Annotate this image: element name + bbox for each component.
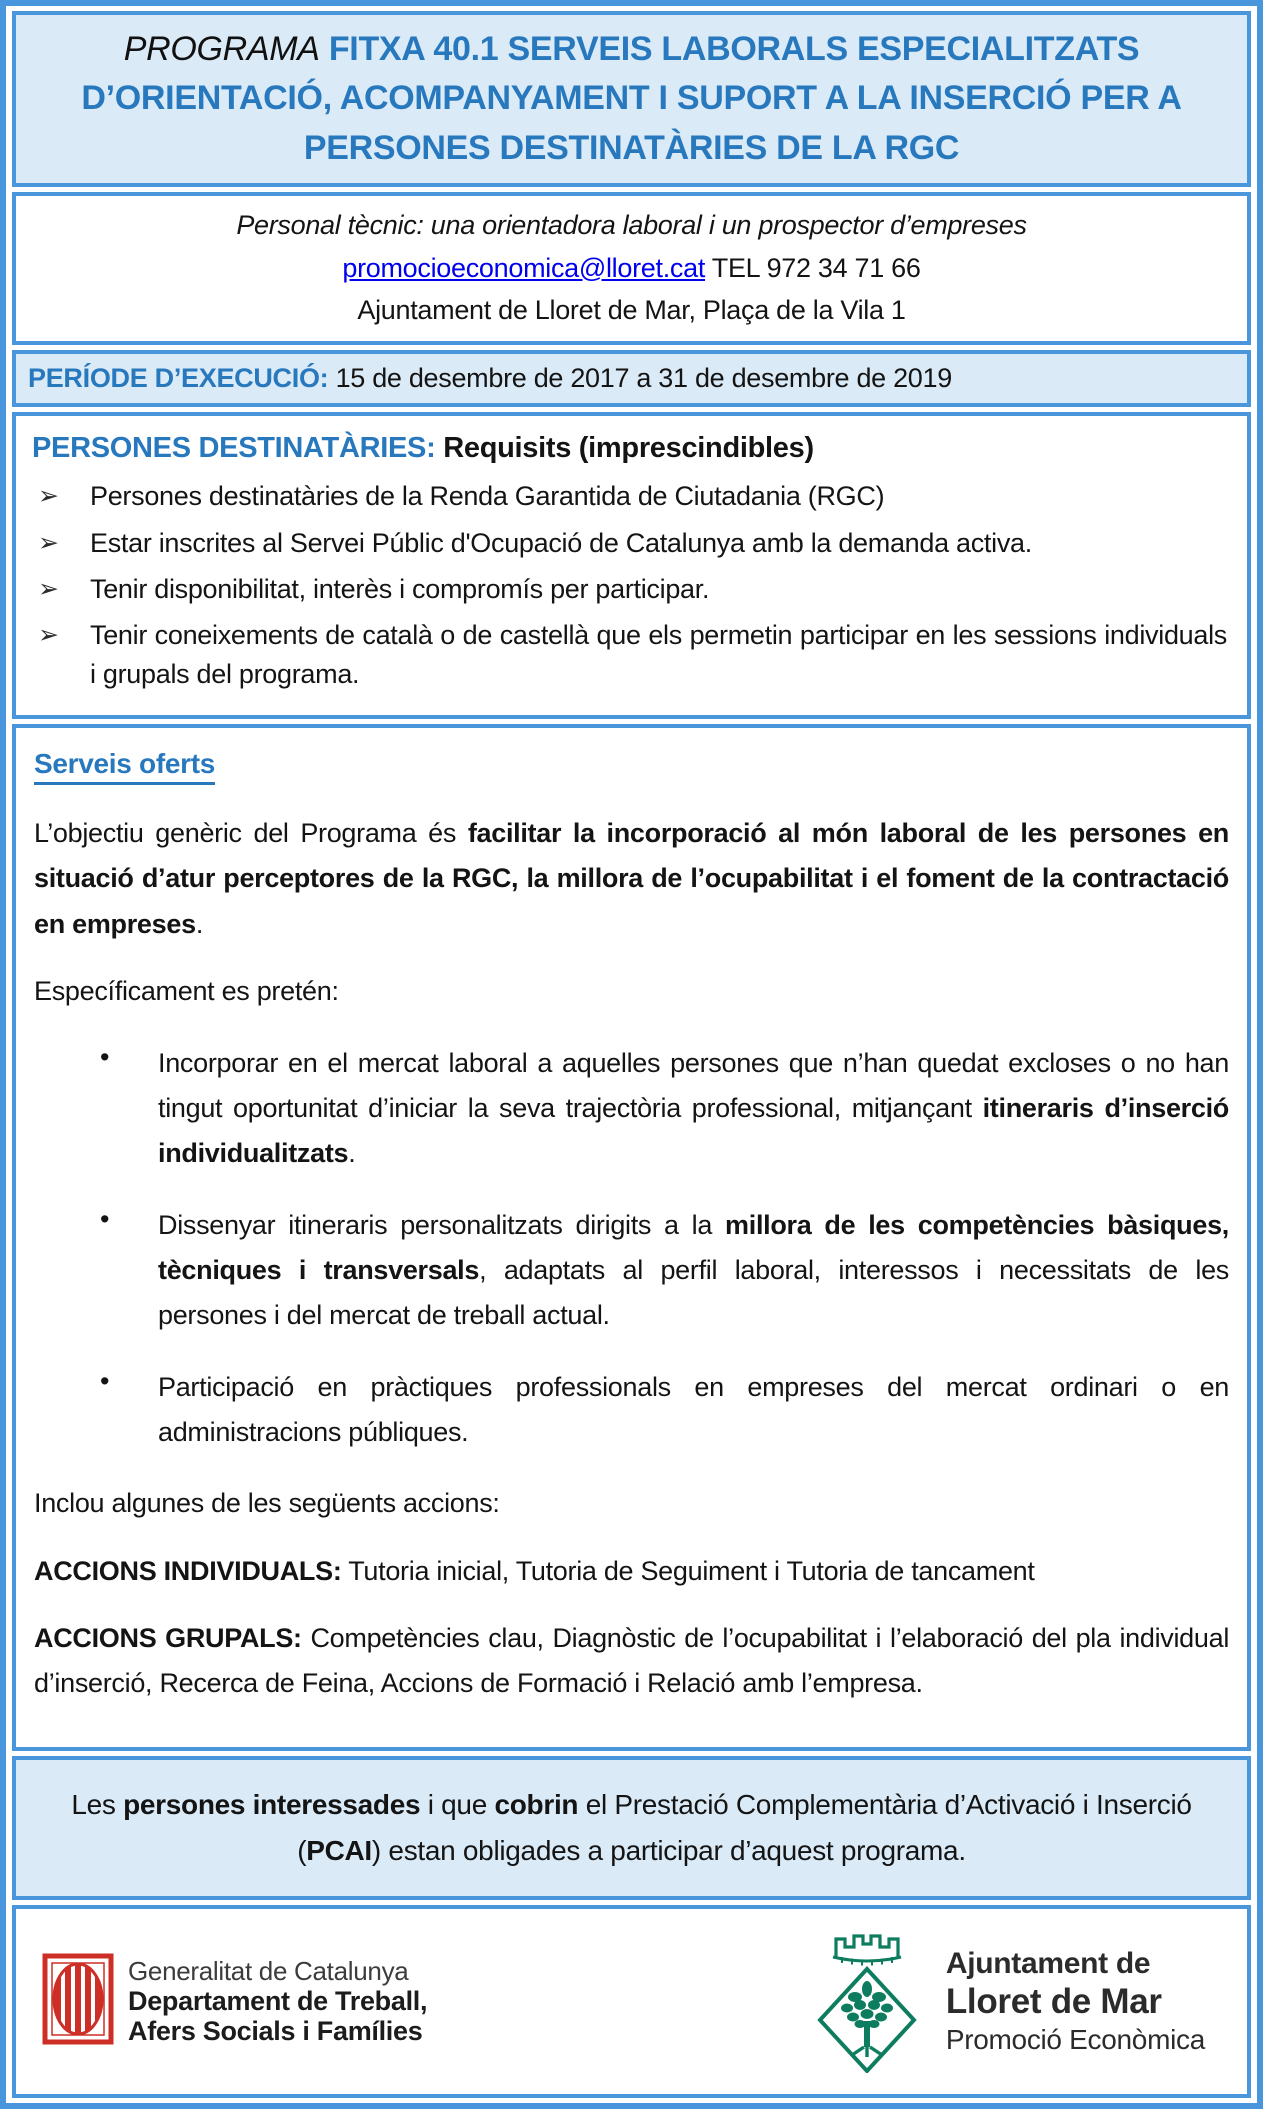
generalitat-line3: Afers Socials i Famílies — [128, 2016, 423, 2047]
generalitat-line2: Departament de Treball, — [128, 1986, 428, 2016]
lloret-line3: Promoció Econòmica — [945, 2023, 1205, 2055]
lloret-crest-icon — [812, 1925, 930, 2078]
individual-actions-text: Tutoria inicial, Tutoria de Seguiment i Tutoria de tancament — [341, 1555, 1035, 1586]
page-title — [42, 25, 1221, 173]
list-item — [100, 1365, 1229, 1456]
list-item-text: Tenir coneixements de català o de castellà que els permetin participar en les sessions individuals i grupals del programa. — [90, 620, 1227, 689]
contact-line — [30, 250, 1233, 288]
include-line: Inclou algunes de les següents accions: — [34, 1488, 500, 1519]
services-heading: Serveis oferts — [34, 748, 215, 785]
recipients-heading — [32, 432, 1231, 465]
services-bullet-list — [100, 1041, 1229, 1456]
recipients-section — [12, 412, 1251, 719]
lloret-text — [946, 1947, 1205, 2056]
title-main: FITXA 40.1 SERVEIS LABORALS ESPECIALITZATS D’ORIENTACIÓ, ACOMPANYAMENT I SUPORT A LA INSERCIÓ PER A PERSONES DESTINATÀRIES DE LA RGC — [81, 30, 1182, 167]
intro-line: Específicament es pretén: — [34, 976, 339, 1007]
contact-section — [12, 192, 1251, 345]
lloret-line2: Lloret de Mar — [945, 1981, 1162, 2021]
list-item — [38, 524, 1227, 562]
lloret-logo — [812, 1925, 1205, 2078]
lloret-line1: Ajuntament de — [945, 1947, 1151, 1981]
group-actions-text: Competències clau, Diagnòstic de l’ocupabilitat i l’elaboració del pla individual d’inserció, Recerca de Feina, Accions de Formació i Relació amb l’empresa. — [34, 1623, 1230, 1699]
staff-line: Personal tècnic: una orientadora laboral i un prospector d’empreses — [236, 209, 1027, 240]
list-item-text: Estar inscrites al Servei Públic d'Ocupació de Catalunya amb la demanda activa. — [90, 527, 1032, 558]
pcai-text: Les persones interessades i que cobrin el Prestació Complementària d’Activació i Inserció (PCAI) estan obligades a participar d’aquest programa. — [71, 1788, 1192, 1866]
list-item — [38, 570, 1227, 608]
list-item — [38, 477, 1227, 515]
period-label: PERÍODE D’EXECUCIÓ: — [28, 363, 329, 394]
list-item-text: Persones destinatàries de la Renda Garantida de Ciutadania (RGC) — [90, 481, 885, 512]
list-item-text: Dissenyar itineraris personalitzats dirigits a la millora de les competències bàsiques, tècniques i transversals, adaptats al perfil laboral, interessos i necessitats de les persones i del mercat de treball actual. — [158, 1209, 1230, 1331]
list-item-text: Incorporar en el mercat laboral a aquelles persones que n’han quedat excloses o no han tingut oportunitat d’iniciar la seva trajectòria professional, mitjançant itineraris d’inserció individualitzats. — [158, 1047, 1229, 1169]
dot-bullet-icon: • — [100, 1041, 110, 1072]
period-value: 15 de desembre de 2017 a 31 de desembre de 2019 — [335, 363, 952, 394]
phone-number: TEL 972 34 71 66 — [711, 252, 921, 283]
objective-paragraph — [34, 811, 1229, 947]
title-section — [12, 11, 1251, 187]
list-item-text: Tenir disponibilitat, interès i compromís per participar. — [90, 574, 710, 605]
recipients-heading-blue: PERSONES DESTINATÀRIES: — [32, 432, 436, 465]
email-link[interactable]: promocioeconomica@lloret.cat — [342, 252, 706, 283]
group-actions-label: ACCIONS GRUPALS: — [34, 1623, 302, 1654]
generalitat-line1: Generalitat de Catalunya — [128, 1955, 409, 1986]
generalitat-text — [128, 1957, 427, 2047]
pcai-section — [12, 1756, 1251, 1900]
recipients-heading-black: Requisits (imprescindibles) — [443, 432, 814, 465]
arrow-bullet-icon: ➢ — [38, 528, 59, 557]
list-item — [100, 1041, 1229, 1177]
title-programa: PROGRAMA — [123, 30, 320, 68]
objective-post: . — [195, 908, 204, 939]
recipients-list — [32, 477, 1231, 693]
period-section — [12, 350, 1251, 407]
list-item — [38, 616, 1227, 693]
group-actions — [34, 1616, 1229, 1707]
objective-bold: facilitar la incorporació al món laboral de les persones en situació d’atur perceptores de la RGC, la millora de l’ocupabilitat i el foment de la contractació en empreses — [34, 818, 1230, 939]
generalitat-logo — [42, 1953, 427, 2050]
generalitat-shield-icon — [42, 1953, 114, 2050]
arrow-bullet-icon: ➢ — [38, 621, 59, 650]
dot-bullet-icon: • — [100, 1203, 110, 1234]
services-section — [12, 724, 1251, 1751]
list-item-text: Participació en pràctiques professionals en empreses del mercat ordinari o en administracions públiques. — [158, 1371, 1229, 1448]
list-item — [100, 1203, 1229, 1339]
objective-pre: L’objectiu genèric del Programa és — [34, 818, 468, 849]
footer-section — [12, 1905, 1251, 2098]
individual-actions-label: ACCIONS INDIVIDUALS: — [34, 1555, 342, 1586]
arrow-bullet-icon: ➢ — [38, 482, 59, 511]
arrow-bullet-icon: ➢ — [38, 575, 59, 604]
individual-actions — [34, 1549, 1229, 1594]
address-line: Ajuntament de Lloret de Mar, Plaça de la Vila 1 — [357, 295, 906, 326]
dot-bullet-icon: • — [100, 1365, 110, 1396]
